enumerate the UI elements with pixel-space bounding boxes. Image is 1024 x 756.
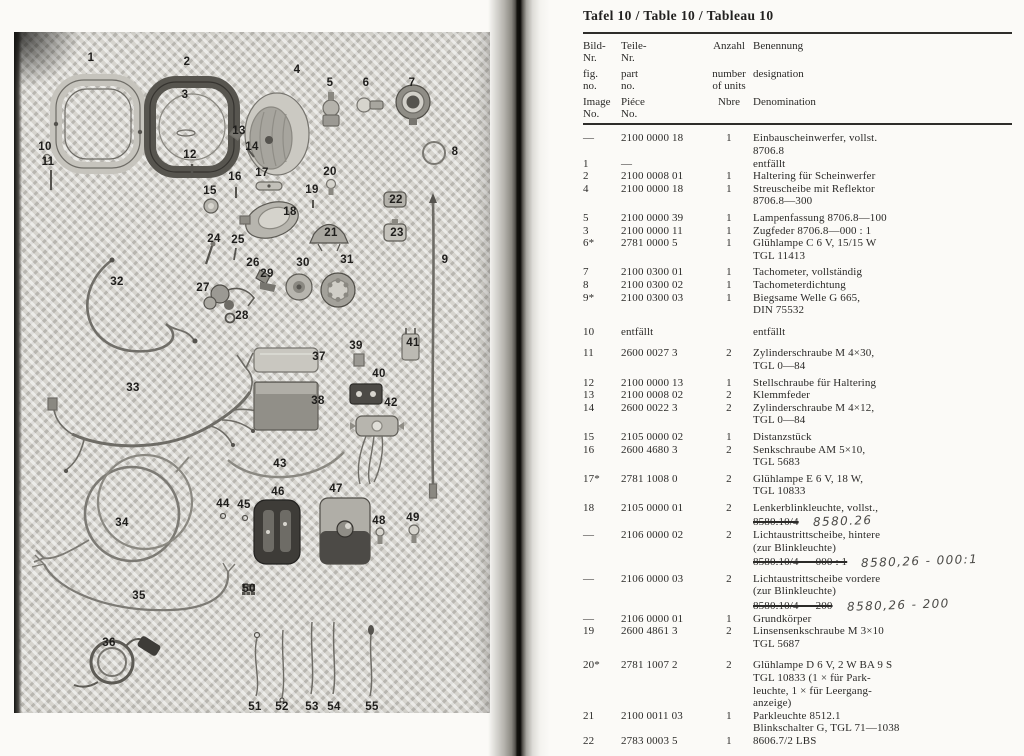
qty-cell bbox=[705, 158, 753, 171]
part-no-cell: 2106 0000 01 bbox=[621, 612, 684, 625]
designation-line: TGL 10833 (1 × für Park- bbox=[753, 672, 871, 684]
designation-line: Blinkschalter G, TGL 71—1038 bbox=[753, 722, 900, 735]
designation-line: Senkschraube AM 5×10, bbox=[753, 443, 866, 456]
image-no-cell: — bbox=[583, 612, 595, 625]
table-row bbox=[583, 710, 1015, 735]
image-no-cell: 7 bbox=[583, 266, 589, 279]
image-no-cell: 5 bbox=[583, 212, 589, 224]
designation-line: Glühlampe E 6 V, 18 W, bbox=[753, 472, 864, 485]
part-callout-41: 41 bbox=[406, 337, 420, 349]
designation-cell bbox=[753, 279, 1015, 292]
designation-line: 8706.8—300 bbox=[753, 195, 813, 208]
designation-cell bbox=[753, 183, 1015, 208]
part-callout-14: 14 bbox=[245, 141, 259, 153]
table-row bbox=[583, 389, 1015, 402]
part-no-cell: 2100 0011 03 bbox=[621, 709, 683, 722]
image-no-cell: 10 bbox=[583, 325, 595, 338]
part-callout-39: 39 bbox=[349, 340, 363, 352]
qty-cell: 1 bbox=[726, 266, 732, 279]
part-callout-4: 4 bbox=[293, 64, 301, 76]
part-callout-29: 29 bbox=[260, 268, 274, 280]
designation-line: entfällt bbox=[753, 325, 786, 338]
header-cell: Piéce No. bbox=[621, 95, 645, 121]
image-no-cell: 9* bbox=[583, 291, 595, 304]
part-callout-45: 45 bbox=[237, 499, 251, 511]
image-no-cell: 21 bbox=[583, 709, 595, 722]
image-no-cell: 6* bbox=[583, 237, 595, 250]
designation-line: Grundkörper bbox=[753, 612, 812, 625]
header-cell: Anzahl bbox=[713, 40, 745, 52]
header-cell: Image No. bbox=[583, 95, 611, 121]
part-callout-52: 52 bbox=[275, 701, 289, 713]
part-callout-5: 5 bbox=[326, 77, 334, 89]
designation-line: (zur Blinkleuchte) bbox=[753, 585, 837, 598]
part-callout-8: 8 bbox=[451, 146, 459, 158]
part-callout-47: 47 bbox=[329, 483, 343, 495]
part-no-cell: 2100 0000 18 bbox=[621, 182, 684, 195]
part-callout-53: 53 bbox=[305, 701, 319, 713]
part-callout-30: 30 bbox=[296, 257, 310, 269]
top-rule bbox=[583, 32, 1012, 34]
designation-line: anzeige) bbox=[753, 697, 792, 710]
parts-illustration bbox=[14, 32, 490, 713]
designation-line: (zur Blinkleuchte) bbox=[753, 541, 837, 554]
qty-cell: 1 bbox=[726, 224, 732, 237]
part-callout-26: 26 bbox=[246, 257, 260, 269]
qty-cell: 1 bbox=[726, 612, 732, 625]
table-row bbox=[583, 170, 1015, 183]
qty-cell bbox=[705, 326, 753, 339]
struck-old-number: 8580.10/4 — 000 : 1 bbox=[753, 556, 848, 569]
qty-cell: 1 bbox=[726, 430, 732, 443]
qty-cell: 2 bbox=[726, 347, 732, 360]
table-row bbox=[583, 183, 1015, 208]
designation-cell bbox=[753, 659, 1015, 709]
part-no-cell: entfällt bbox=[621, 325, 654, 338]
table-header-row bbox=[583, 40, 1015, 65]
image-no-cell: 12 bbox=[583, 376, 595, 389]
designation-line: Biegsame Welle G 665, bbox=[753, 291, 861, 304]
part-callout-31: 31 bbox=[340, 254, 354, 266]
table-header bbox=[583, 40, 1015, 120]
handwritten-correction: 8580,26 - 200 bbox=[846, 596, 950, 614]
designation-line: Glühlampe D 6 V, 2 W BA 9 S bbox=[753, 659, 893, 672]
qty-cell: 1 bbox=[726, 212, 732, 224]
part-callout-13: 13 bbox=[232, 125, 246, 137]
qty-cell: 1 bbox=[726, 278, 732, 291]
designation-line: Stellschraube für Haltering bbox=[753, 376, 877, 389]
table-row bbox=[583, 613, 1015, 626]
designation-cell bbox=[753, 444, 1015, 469]
parts-diagram bbox=[14, 32, 490, 713]
qty-cell: 1 bbox=[726, 376, 732, 389]
part-no-cell: 2100 0000 39 bbox=[621, 212, 684, 224]
designation-line: Lenkerblinkleuchte, vollst., bbox=[753, 501, 879, 514]
qty-cell: 1 bbox=[726, 170, 732, 183]
handwritten-correction: 8580,26 - 000:1 bbox=[861, 552, 979, 571]
designation-line: TGL 10833 bbox=[753, 485, 806, 498]
qty-cell: 2 bbox=[726, 501, 732, 514]
part-callout-54: 54 bbox=[327, 701, 341, 713]
header-cell: Teile- Nr. bbox=[621, 40, 647, 65]
part-callout-21: 21 bbox=[324, 227, 338, 239]
qty-cell: 1 bbox=[726, 709, 732, 722]
designation-cell bbox=[753, 225, 1015, 238]
handwritten-correction: 8580.26 bbox=[812, 513, 873, 530]
designation-cell bbox=[753, 158, 1015, 171]
designation-line: Tachometer, vollständig bbox=[753, 266, 863, 279]
designation-line: Linsensenkschraube M 3×10 bbox=[753, 625, 884, 638]
part-no-cell: 2600 0027 3 bbox=[621, 347, 678, 360]
image-no-cell: 17* bbox=[583, 472, 600, 485]
part-callout-32: 32 bbox=[110, 276, 124, 288]
designation-cell bbox=[753, 170, 1015, 183]
designation-line: leuchte, 1 × für Leergang- bbox=[753, 684, 872, 697]
table-row bbox=[583, 529, 1015, 569]
part-no-cell: — bbox=[621, 157, 633, 170]
table-row bbox=[583, 237, 1015, 262]
designation-line: Zugfeder 8706.8—000 : 1 bbox=[753, 224, 872, 237]
table-row bbox=[583, 347, 1015, 372]
table-row bbox=[583, 326, 1015, 339]
header-cell: part no. bbox=[621, 67, 639, 93]
designation-cell bbox=[753, 613, 1015, 626]
qty-cell: 2 bbox=[726, 529, 732, 542]
part-callout-2: 2 bbox=[183, 56, 191, 68]
table-row bbox=[583, 132, 1015, 157]
table-row bbox=[583, 266, 1015, 279]
designation-cell bbox=[753, 347, 1015, 372]
designation-line: entfällt bbox=[753, 157, 786, 170]
struck-old-number: 8580.10/4 bbox=[753, 516, 799, 529]
part-callout-16: 16 bbox=[228, 171, 242, 183]
image-no-cell: 14 bbox=[583, 401, 595, 414]
image-no-cell: 4 bbox=[583, 182, 589, 195]
table-row bbox=[583, 377, 1015, 390]
part-no-cell: 2100 0000 13 bbox=[621, 376, 684, 389]
part-callout-51: 51 bbox=[248, 701, 262, 713]
part-callout-48: 48 bbox=[372, 515, 386, 527]
designation-line: TGL 0—84 bbox=[753, 359, 806, 372]
part-no-cell: 2100 0300 02 bbox=[621, 278, 684, 291]
designation-cell bbox=[753, 710, 1015, 735]
designation-line: Klemmfeder bbox=[753, 389, 811, 402]
part-callout-7: 7 bbox=[408, 77, 416, 89]
part-callout-22: 22 bbox=[389, 194, 403, 206]
part-no-cell: 2600 4861 3 bbox=[621, 625, 678, 638]
designation-cell bbox=[753, 326, 1015, 339]
header-cell: Nbre bbox=[718, 95, 740, 108]
designation-line: 8606.7/2 LBS bbox=[753, 734, 817, 747]
table-row bbox=[583, 212, 1015, 225]
designation-cell bbox=[753, 431, 1015, 444]
qty-cell: 2 bbox=[726, 659, 732, 672]
header-cell: Benennung bbox=[753, 40, 804, 52]
part-callout-23: 23 bbox=[390, 227, 404, 239]
part-no-cell: 2106 0000 02 bbox=[621, 529, 684, 542]
part-callout-33: 33 bbox=[126, 382, 140, 394]
designation-line: TGL 11413 bbox=[753, 249, 806, 262]
designation-line: Einbauscheinwerfer, vollst. bbox=[753, 132, 878, 145]
part-callout-24: 24 bbox=[207, 233, 221, 245]
designation-line: Parkleuchte 8512.1 bbox=[753, 709, 841, 722]
qty-cell: 1 bbox=[726, 237, 732, 250]
qty-cell: 2 bbox=[726, 401, 732, 414]
part-no-cell: 2100 0300 03 bbox=[621, 291, 684, 304]
part-no-cell: 2783 0003 5 bbox=[621, 734, 678, 747]
table-header-row bbox=[583, 68, 1015, 93]
part-callout-25: 25 bbox=[231, 234, 245, 246]
part-callout-10: 10 bbox=[38, 141, 52, 153]
image-no-cell: 11 bbox=[583, 347, 594, 360]
designation-cell bbox=[753, 212, 1015, 225]
part-callout-49: 49 bbox=[406, 512, 420, 524]
designation-line: Streuscheibe mit Reflektor bbox=[753, 182, 875, 195]
part-no-cell: 2100 0008 02 bbox=[621, 389, 684, 402]
part-callout-55: 55 bbox=[365, 701, 379, 713]
table-header-row bbox=[583, 96, 1015, 121]
table-row bbox=[583, 573, 1015, 613]
part-callout-37: 37 bbox=[312, 351, 326, 363]
parts-table-page bbox=[583, 8, 1015, 748]
image-no-cell: — bbox=[583, 529, 595, 542]
designation-cell bbox=[753, 266, 1015, 279]
designation-cell bbox=[753, 502, 1015, 529]
designation-line: TGL 5687 bbox=[753, 637, 800, 650]
qty-cell: 1 bbox=[726, 291, 732, 304]
part-no-cell: 2106 0000 03 bbox=[621, 572, 684, 585]
designation-cell bbox=[753, 529, 1015, 569]
image-no-cell: 8 bbox=[583, 278, 589, 291]
part-callout-36: 36 bbox=[102, 637, 116, 649]
part-callout-18: 18 bbox=[283, 206, 297, 218]
qty-cell: 1 bbox=[726, 182, 732, 195]
designation-line: DIN 75532 bbox=[753, 304, 805, 317]
part-no-cell: 2100 0000 11 bbox=[621, 224, 683, 237]
part-callout-19: 19 bbox=[305, 184, 319, 196]
designation-cell bbox=[753, 473, 1015, 498]
part-callout-17: 17 bbox=[255, 167, 269, 179]
designation-line bbox=[753, 598, 1015, 613]
qty-cell: 2 bbox=[726, 472, 732, 485]
header-cell: number of units bbox=[712, 67, 746, 93]
part-callout-50: 50 bbox=[242, 583, 256, 595]
part-callout-6: 6 bbox=[362, 77, 370, 89]
table-row bbox=[583, 225, 1015, 238]
image-no-cell: 18 bbox=[583, 501, 595, 514]
designation-cell bbox=[753, 389, 1015, 402]
part-callout-46: 46 bbox=[271, 486, 285, 498]
table-row bbox=[583, 279, 1015, 292]
image-no-cell: 19 bbox=[583, 625, 595, 638]
designation-line bbox=[753, 554, 1015, 569]
designation-cell bbox=[753, 237, 1015, 262]
part-callout-12: 12 bbox=[183, 149, 197, 161]
part-callout-15: 15 bbox=[203, 185, 217, 197]
designation-line: TGL 0—84 bbox=[753, 414, 806, 427]
table-row bbox=[583, 735, 1015, 748]
table-row bbox=[583, 502, 1015, 529]
designation-line bbox=[753, 514, 1015, 529]
table-row bbox=[583, 659, 1015, 709]
part-no-cell: 2105 0000 01 bbox=[621, 501, 684, 514]
image-no-cell: — bbox=[583, 132, 595, 145]
qty-cell: 1 bbox=[726, 132, 732, 145]
part-no-cell: 2100 0000 18 bbox=[621, 132, 684, 145]
part-callout-44: 44 bbox=[216, 498, 230, 510]
image-no-cell: 20* bbox=[583, 659, 600, 672]
qty-cell: 2 bbox=[726, 389, 732, 402]
qty-cell: 2 bbox=[726, 625, 732, 638]
image-no-cell: 1 bbox=[583, 157, 589, 170]
part-no-cell: 2781 0000 5 bbox=[621, 237, 678, 250]
image-no-cell: 2 bbox=[583, 170, 589, 183]
part-callout-1: 1 bbox=[87, 52, 95, 64]
designation-cell bbox=[753, 402, 1015, 427]
table-body bbox=[583, 132, 1015, 747]
part-callout-11: 11 bbox=[41, 156, 55, 168]
designation-line: TGL 5683 bbox=[753, 456, 800, 469]
designation-line: Glühlampe C 6 V, 15/15 W bbox=[753, 237, 877, 250]
table-row bbox=[583, 402, 1015, 427]
table-row bbox=[583, 431, 1015, 444]
part-callout-20: 20 bbox=[323, 166, 337, 178]
table-row bbox=[583, 473, 1015, 498]
part-callout-43: 43 bbox=[273, 458, 287, 470]
image-no-cell: 22 bbox=[583, 734, 595, 747]
image-no-cell: 13 bbox=[583, 389, 595, 402]
part-callout-27: 27 bbox=[196, 282, 210, 294]
image-no-cell: — bbox=[583, 572, 595, 585]
designation-line: Tachometerdichtung bbox=[753, 278, 846, 291]
header-cell: Bild- Nr. bbox=[583, 40, 606, 65]
table-row bbox=[583, 292, 1015, 317]
part-no-cell: 2600 4680 3 bbox=[621, 443, 678, 456]
image-no-cell: 3 bbox=[583, 224, 589, 237]
part-callout-40: 40 bbox=[372, 368, 386, 380]
qty-cell: 2 bbox=[726, 443, 732, 456]
table-row bbox=[583, 158, 1015, 171]
designation-line: Zylinderschraube M 4×12, bbox=[753, 401, 875, 414]
header-cell: Denomination bbox=[753, 95, 816, 108]
header-cell: designation bbox=[753, 67, 804, 80]
header-cell: fig. no. bbox=[583, 67, 598, 93]
part-callout-34: 34 bbox=[115, 517, 129, 529]
designation-cell bbox=[753, 625, 1015, 650]
designation-line: Lampenfassung 8706.8—100 bbox=[753, 212, 887, 224]
table-row bbox=[583, 625, 1015, 650]
designation-cell bbox=[753, 377, 1015, 390]
designation-line: 8706.8 bbox=[753, 145, 785, 158]
designation-line: Lichtaustrittscheibe vordere bbox=[753, 572, 881, 585]
designation-line: Zylinderschraube M 4×30, bbox=[753, 347, 875, 360]
image-no-cell: 15 bbox=[583, 430, 595, 443]
part-callout-35: 35 bbox=[132, 590, 146, 602]
part-no-cell: 2100 0008 01 bbox=[621, 170, 684, 183]
designation-cell bbox=[753, 132, 1015, 157]
part-no-cell: 2100 0300 01 bbox=[621, 266, 684, 279]
page-title: Tafel 10 / Table 10 / Tableau 10 bbox=[583, 8, 774, 23]
part-callout-3: 3 bbox=[181, 89, 189, 101]
part-callout-42: 42 bbox=[384, 397, 398, 409]
part-callout-28: 28 bbox=[235, 310, 249, 322]
designation-line: Lichtaustrittscheibe, hintere bbox=[753, 529, 881, 542]
part-no-cell: 2600 0022 3 bbox=[621, 401, 678, 414]
book-gutter bbox=[488, 0, 550, 756]
header-rule bbox=[583, 123, 1012, 125]
designation-cell bbox=[753, 735, 1015, 748]
designation-cell bbox=[753, 292, 1015, 317]
designation-line: Haltering für Scheinwerfer bbox=[753, 170, 876, 183]
part-no-cell: 2781 1008 0 bbox=[621, 472, 678, 485]
part-no-cell: 2105 0000 02 bbox=[621, 430, 684, 443]
image-no-cell: 16 bbox=[583, 443, 595, 456]
part-no-cell: 2781 1007 2 bbox=[621, 659, 678, 672]
part-callout-9: 9 bbox=[441, 254, 449, 266]
designation-line: Distanzstück bbox=[753, 430, 812, 443]
struck-old-number: 8580.10/4 — 200 bbox=[753, 600, 833, 613]
designation-cell bbox=[753, 573, 1015, 613]
table-row bbox=[583, 444, 1015, 469]
qty-cell: 1 bbox=[726, 734, 732, 747]
qty-cell: 2 bbox=[726, 572, 732, 585]
part-callout-38: 38 bbox=[311, 395, 325, 407]
